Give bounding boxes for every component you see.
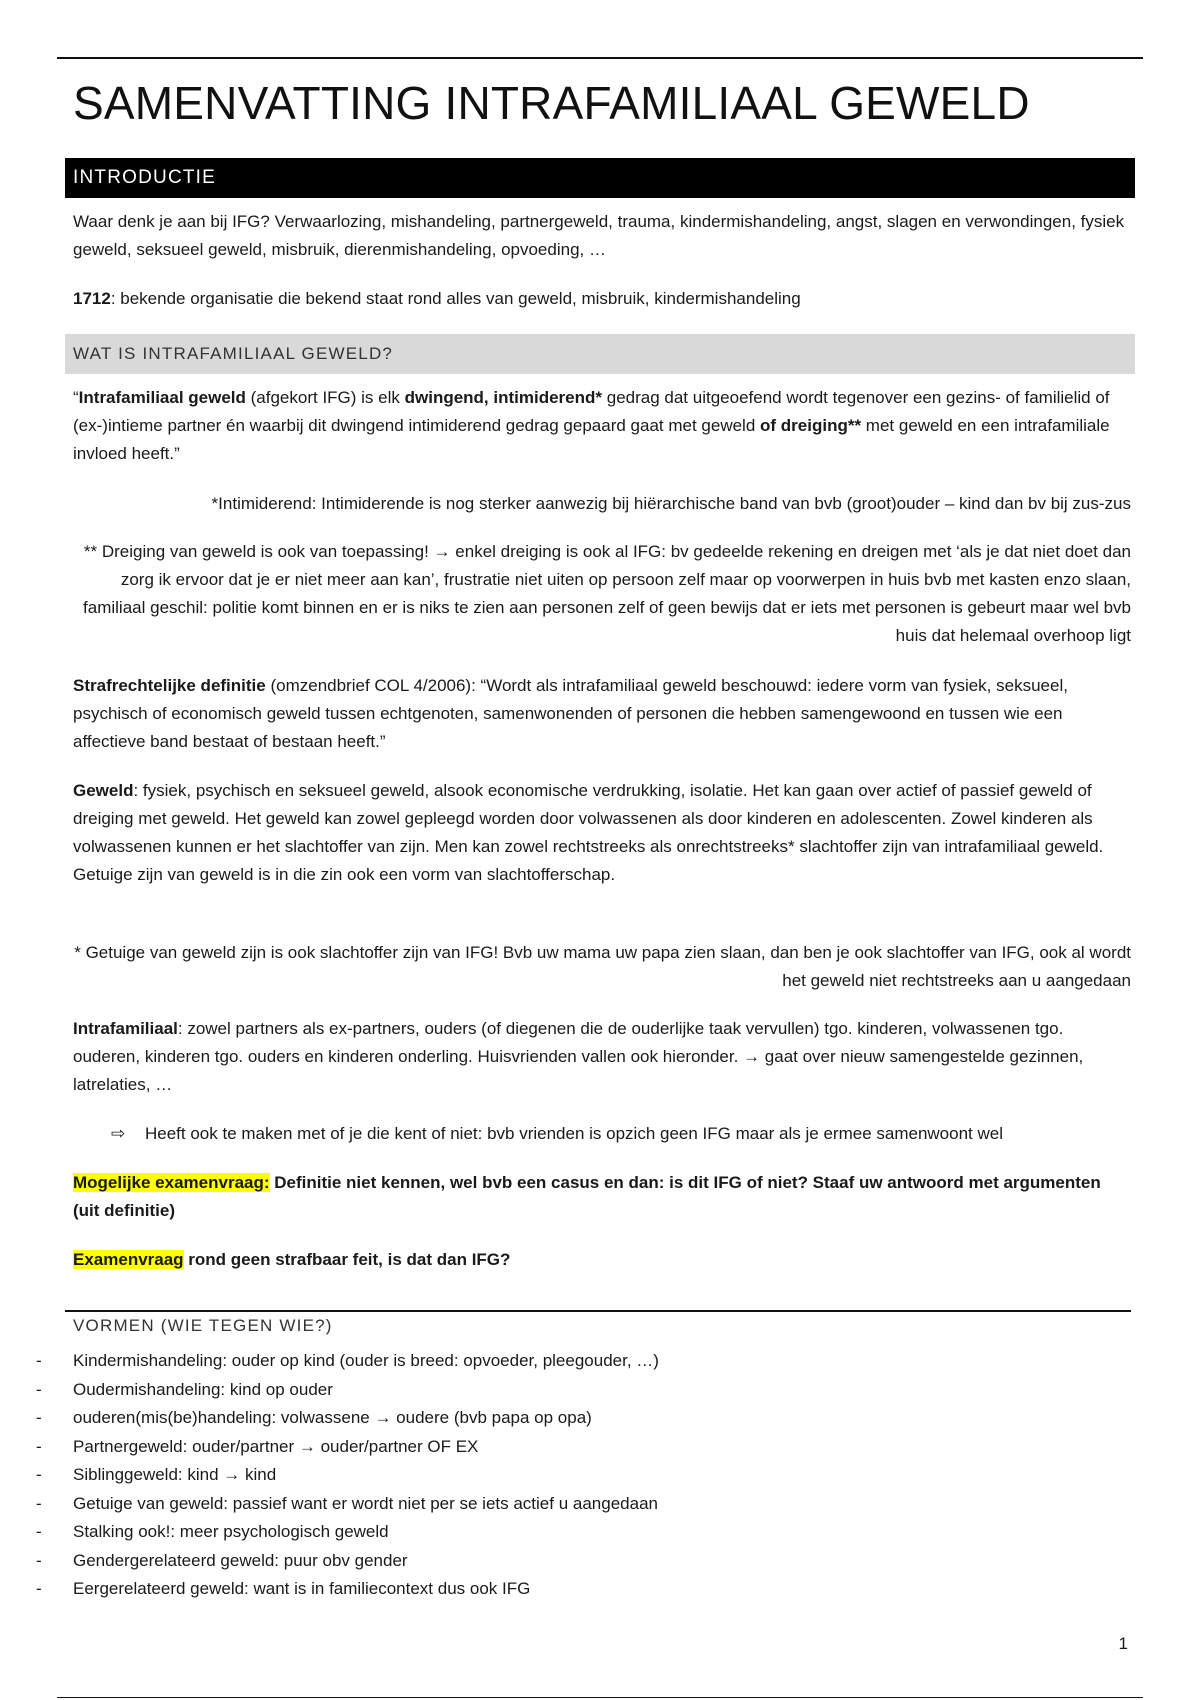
list-item-text: Getuige van geweld: passief want er wordt niet per se iets actief u aangedaan bbox=[73, 1493, 658, 1513]
def-term-2: dwingend, intimiderend* bbox=[404, 388, 603, 407]
intro-1712-paragraph bbox=[73, 285, 1131, 313]
exam-question-2-text: rond geen strafbaar feit, is dat dan IFG? bbox=[183, 1250, 511, 1269]
def-text-1: (afgekort IFG) is elk bbox=[245, 388, 405, 407]
intra-text: : zowel partners als ex-partners, ouders (of diegenen die de ouderlijke taak vervullen) tgo. kinderen, volwassenen tgo. ouderen, kinderen tgo. ouders en kinderen onderling. Huisvrienden vallen ook hieronder. → gaat over nieuw samengestelde gezinnen, latrelaties, … bbox=[73, 1019, 1084, 1094]
straf-text: (omzendbrief COL 4/2006): “Wordt als intrafamiliaal geweld beschouwd: iedere vorm van fysiek, seksueel, psychisch of economisch geweld tussen echtgenoten, samenwonenden of personen die hebben samengewoond en tussen wie een affectieve band bestaat of bestaan heeft.” bbox=[73, 676, 1068, 751]
list-item-text: Partnergeweld: ouder/partner → ouder/partner OF EX bbox=[73, 1436, 479, 1456]
exam-question-1-text: Definitie niet kennen, wel bvb een casus en dan: is dit IFG of niet? Staaf uw antwoord met argumenten (uit definitie) bbox=[73, 1173, 1101, 1220]
intro-paragraph: Waar denk je aan bij IFG? Verwaarlozing, mishandeling, partnergeweld, trauma, kindermishandeling, angst, slagen en verwondingen, fysiek geweld, seksueel geweld, misbruik, dierenmishandeling, opvoeding, … bbox=[73, 212, 1125, 259]
list-item-text: Oudermishandeling: kind op ouder bbox=[73, 1379, 333, 1399]
top-rule bbox=[57, 57, 1143, 59]
quote-open: “ bbox=[73, 388, 79, 407]
list-item-text: Gendergerelateerd geweld: puur obv gender bbox=[73, 1550, 408, 1570]
intrafamiliaal-paragraph bbox=[73, 1015, 1131, 1099]
arrow-list-item bbox=[73, 1120, 1169, 1148]
list-item bbox=[0, 1461, 1131, 1490]
intro-1712-text: : bekende organisatie die bekend staat rond alles van geweld, misbruik, kindermishandeling bbox=[110, 289, 801, 308]
geweld-paragraph bbox=[73, 777, 1131, 889]
def-text-3: met geweld en een intrafamiliale invloed heeft.” bbox=[73, 416, 1110, 463]
section-heading-introductie: INTRODUCTIE bbox=[65, 158, 1135, 198]
list-bullet: - bbox=[36, 1351, 42, 1370]
section-heading-wat-is: WAT IS INTRAFAMILIAAL GEWELD? bbox=[65, 334, 1135, 374]
list-item-text: ouderen(mis(be)handeling: volwassene → oudere (bvb papa op opa) bbox=[73, 1408, 592, 1427]
strafrechtelijke-definitie-paragraph bbox=[73, 672, 1131, 756]
list-item bbox=[0, 1518, 1131, 1547]
geweld-term: Geweld bbox=[73, 781, 134, 800]
exam-question-1 bbox=[73, 1169, 1131, 1225]
list-item bbox=[0, 1347, 1131, 1376]
list-bullet: - bbox=[36, 1550, 42, 1570]
page-number: 1 bbox=[1118, 1634, 1128, 1653]
list-bullet: - bbox=[36, 1408, 42, 1427]
list-bullet: - bbox=[36, 1465, 42, 1484]
straf-term: Strafrechtelijke definitie bbox=[73, 676, 266, 695]
list-bullet: - bbox=[36, 1379, 42, 1399]
list-item bbox=[0, 1547, 1131, 1576]
list-bullet: - bbox=[36, 1493, 42, 1513]
bottom-rule bbox=[57, 1697, 1143, 1698]
section-heading-vormen: VORMEN (WIE TEGEN WIE?) bbox=[65, 1310, 1131, 1336]
list-item bbox=[0, 1433, 1131, 1462]
vormen-list bbox=[0, 1347, 1131, 1604]
def-term-3: of dreiging** bbox=[760, 416, 862, 435]
list-item bbox=[0, 1575, 1131, 1604]
arrow-right-icon: ⇨ bbox=[111, 1124, 126, 1143]
def-term: Intrafamiliaal geweld bbox=[78, 388, 246, 407]
footnote-dreiging: ** Dreiging van geweld is ook van toepassing! → enkel dreiging is ook al IFG: bv gedeelde rekening en dreigen met ‘als je dat niet doet dan zorg ik ervoor dat je er niet meer aan kan’, frustratie niet uiten op persoon zelf maar op voorwerpen in huis bvb met kasten enzo slaan, familiaal geschil: politie komt binnen en er is niks te zien aan personen zelf of geen bewijs dat er iets met personen is gebeurt maar wel bvb huis dat helemaal overhoop ligt bbox=[83, 542, 1131, 645]
def-text-2: gedrag dat uitgeoefend wordt tegenover een gezins- of familielid of (ex-)intieme partner én waarbij dit dwingend intimiderend gedrag gepaard gaat met geweld bbox=[73, 388, 1110, 435]
page-title: SAMENVATTING INTRAFAMILIAAL GEWELD bbox=[73, 77, 1030, 129]
exam-question-2 bbox=[73, 1246, 1131, 1274]
footnote-intimiderend: *Intimiderend: Intimiderende is nog sterker aanwezig bij hiërarchische band van bvb (groot)ouder – kind dan bv bij zus-zus bbox=[211, 494, 1131, 513]
list-item-text: Stalking ook!: meer psychologisch geweld bbox=[73, 1522, 389, 1541]
bold-1712: 1712 bbox=[73, 289, 111, 308]
highlight-mogelijke-examenvraag: Mogelijke examenvraag: bbox=[73, 1173, 270, 1192]
list-item-text: Eergerelateerd geweld: want is in familiecontext dus ook IFG bbox=[73, 1579, 531, 1598]
intra-term: Intrafamiliaal bbox=[73, 1019, 178, 1038]
geweld-text: : fysiek, psychisch en seksueel geweld, alsook economische verdrukking, isolatie. Het kan gaan over actief of passief geweld of dreiging met geweld. Het geweld kan zowel gepleegd worden door volwassenen als door kinderen en adolescenten. Zowel kinderen als volwassenen kunnen er het slachtoffer van zijn. Men kan zowel rechtstreeks als onrechtstreeks* slachtoffer zijn van intrafamiliaal geweld. Getuige zijn van geweld is in die zin ook een vorm van slachtofferschap. bbox=[73, 781, 1104, 884]
list-item bbox=[0, 1490, 1131, 1519]
arrow-item-text: Heeft ook te maken met of je die kent of niet: bvb vrienden is opzich geen IFG maar als je ermee samenwoont wel bbox=[145, 1124, 1003, 1143]
footnote-getuige: * Getuige van geweld zijn is ook slachtoffer zijn van IFG! Bvb uw mama uw papa zien slaan, dan ben je ook slachtoffer van IFG, ook al wordt het geweld niet rechtstreeks aan u aangedaan bbox=[74, 943, 1131, 990]
list-item-text: Siblinggeweld: kind → kind bbox=[73, 1465, 277, 1484]
list-item bbox=[0, 1376, 1131, 1405]
highlight-examenvraag: Examenvraag bbox=[73, 1250, 184, 1269]
definition-paragraph bbox=[73, 384, 1131, 468]
list-bullet: - bbox=[36, 1436, 42, 1456]
list-item bbox=[0, 1404, 1131, 1433]
list-bullet: - bbox=[36, 1579, 42, 1598]
list-item-text: Kindermishandeling: ouder op kind (ouder is breed: opvoeder, pleegouder, …) bbox=[73, 1351, 659, 1370]
list-bullet: - bbox=[36, 1522, 42, 1541]
